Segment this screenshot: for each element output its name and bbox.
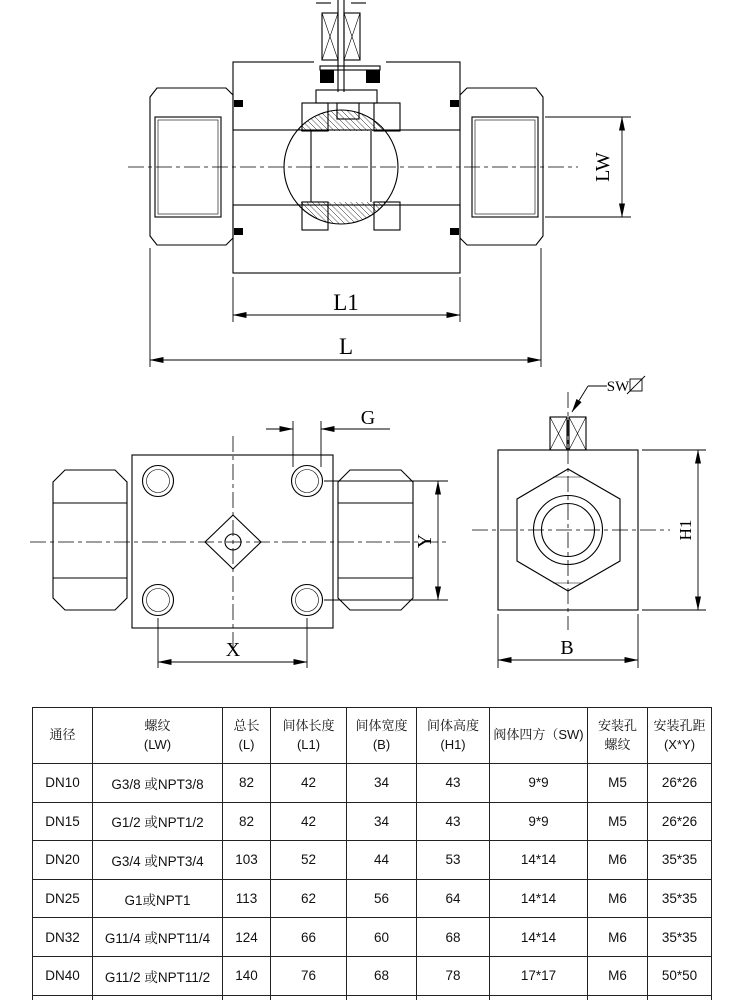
dim-label-lw: LW [592,152,614,182]
table-cell: G11/4 或NPT11/4 [93,918,223,957]
table-cell [417,995,490,1000]
table-cell: 56 [347,879,417,918]
table-cell: DN25 [33,879,93,918]
header-length: 总长 (L) [223,708,271,764]
table-cell: 52 [271,841,347,880]
table-cell: G3/4 或NPT3/4 [93,841,223,880]
sw-label: SW [606,379,630,395]
dim-label-l: L [338,334,354,359]
dim-label-h1: H1 [676,519,695,541]
plan-right-cap [338,470,413,610]
table-row [33,879,712,918]
table-cell: 68 [417,918,490,957]
table-row [33,802,712,841]
table-cell: 17*17 [490,956,588,995]
table-cell: 140 [223,956,271,995]
table-cell [33,995,93,1000]
dim-label-b: B [560,637,574,659]
spec-table-body [33,764,712,1000]
table-cell: 76 [271,956,347,995]
table-cell: 66 [271,918,347,957]
table-cell: 14*14 [490,918,588,957]
table-row [33,764,712,803]
table-cell: 103 [223,841,271,880]
table-cell: 50*50 [648,956,712,995]
table-cell: 42 [271,764,347,803]
table-cell: 62 [271,879,347,918]
table-cell [490,995,588,1000]
dim-x [158,618,307,668]
table-cell: G1/2 或NPT1/2 [93,802,223,841]
header-body-length: 间体长度 (L1) [271,708,347,764]
table-header-row [33,708,712,764]
table-cell: 42 [271,802,347,841]
table-cell: M5 [588,764,648,803]
table-cell: M6 [588,841,648,880]
table-cell: DN40 [33,956,93,995]
table-cell: 34 [347,802,417,841]
table-cell: M6 [588,956,648,995]
table-cell: 82 [223,764,271,803]
table-cell: 43 [417,802,490,841]
table-cell: 53 [417,841,490,880]
side-view [472,376,706,668]
dim-y [324,481,448,600]
table-cell: 113 [223,879,271,918]
table-row [33,841,712,880]
table-cell: DN10 [33,764,93,803]
table-cell [271,995,347,1000]
table-cell: 9*9 [490,764,588,803]
table-cell: 14*14 [490,841,588,880]
table-cell [347,995,417,1000]
table-cell: 78 [417,956,490,995]
table-cell: 82 [223,802,271,841]
table-cell: 26*26 [648,764,712,803]
table-cell: 14*14 [490,879,588,918]
header-mount-distance: 安装孔距 (X*Y) [648,708,712,764]
table-cell [93,995,223,1000]
table-cell: 35*35 [648,879,712,918]
spec-table [32,707,712,1000]
dim-label-x: X [225,639,241,661]
table-cell: 9*9 [490,802,588,841]
dim-label-g: G [360,407,376,429]
table-cell: 35*35 [648,841,712,880]
plan-left-cap [53,470,127,610]
table-cell: 64 [417,879,490,918]
table-cell: G11/2 或NPT11/2 [93,956,223,995]
table-cell: 43 [417,764,490,803]
table-cell: 26*26 [648,802,712,841]
dim-label-y: Y [414,533,436,549]
section-view [128,0,631,367]
table-cell: 34 [347,764,417,803]
header-thread: 螺纹 (LW) [93,708,223,764]
table-row [33,918,712,957]
dim-l1 [233,277,460,322]
square-symbol [627,376,645,394]
mounting-holes [143,466,323,616]
table-cell [588,995,648,1000]
header-dn: 通径 [33,708,93,764]
plan-view [30,407,448,668]
header-mount-thread: 安装孔 螺纹 [588,708,648,764]
table-cell: DN20 [33,841,93,880]
header-body-width: 间体宽度 (B) [347,708,417,764]
table-cell: M5 [588,802,648,841]
table-cell: M6 [588,879,648,918]
table-row-partial [33,995,712,1000]
header-body-height: 间体高度 (H1) [417,708,490,764]
table-cell: 124 [223,918,271,957]
table-cell: 44 [347,841,417,880]
table-cell: DN15 [33,802,93,841]
table-cell: M6 [588,918,648,957]
table-cell [648,995,712,1000]
table-row [33,956,712,995]
dim-g [266,407,390,467]
table-cell: 68 [347,956,417,995]
sw-callout [572,376,645,412]
table-cell [223,995,271,1000]
header-square: 阀体四方（SW) [490,708,588,764]
table-cell: 35*35 [648,918,712,957]
dim-label-l1: L1 [333,290,359,315]
table-cell: 60 [347,918,417,957]
table-cell: DN32 [33,918,93,957]
table-cell: G1或NPT1 [93,879,223,918]
table-cell: G3/8 或NPT3/8 [93,764,223,803]
